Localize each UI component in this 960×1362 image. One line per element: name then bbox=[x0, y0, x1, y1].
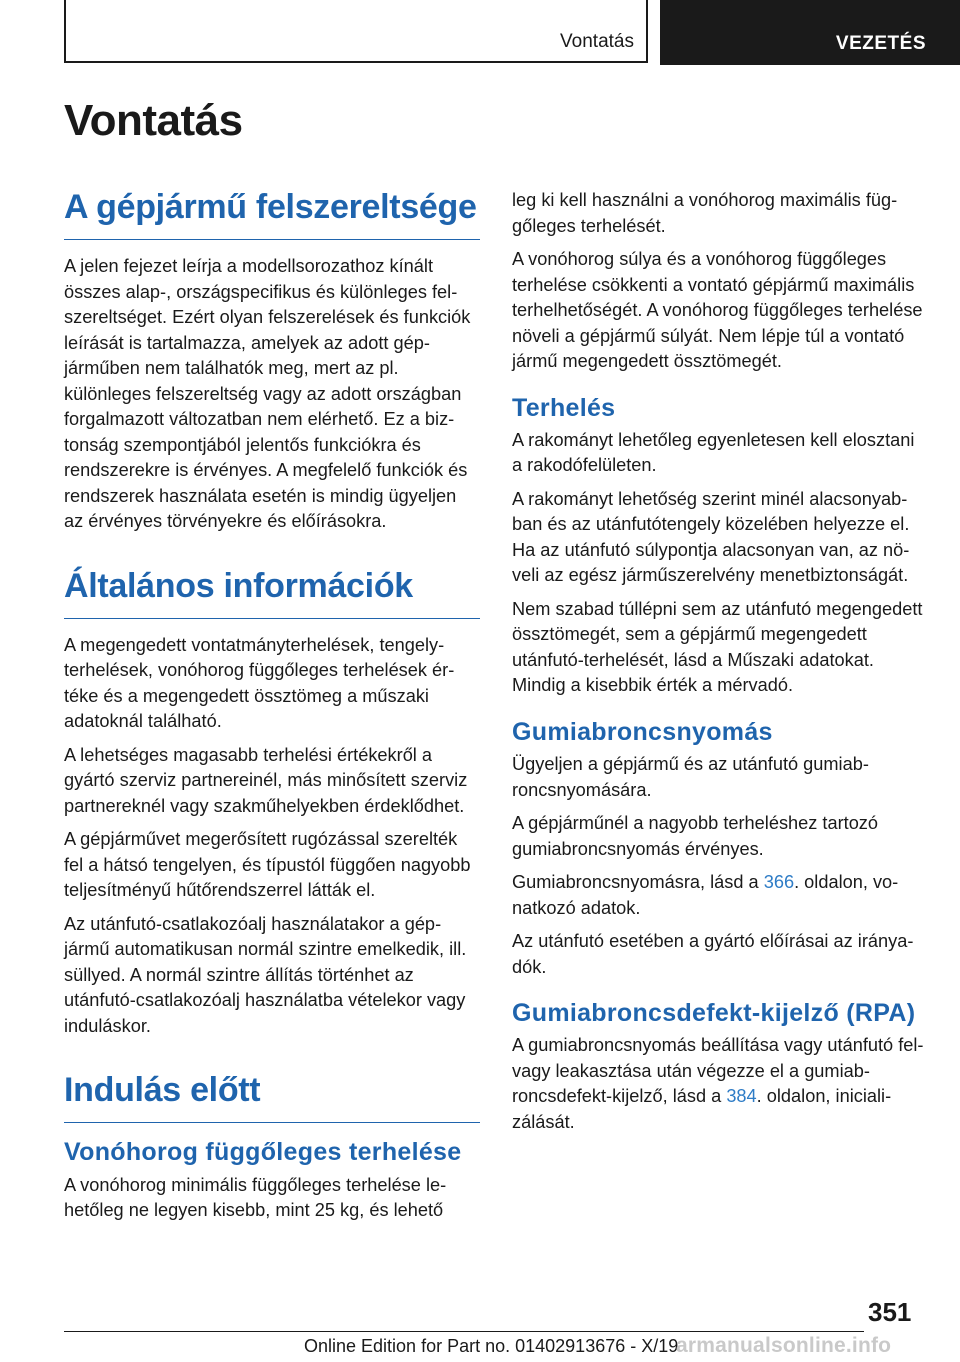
paragraph-with-link bbox=[512, 870, 928, 921]
right-column bbox=[512, 188, 928, 1143]
paragraph: A lehetséges magasabb terhelési értékekről a gyártó szerviz partnereinél, más minősített szerviz partnereknél vagy szakműhelyekben érdeklődhet. bbox=[64, 744, 468, 816]
text: Gumiabroncsnyomásra, lásd a bbox=[512, 872, 764, 892]
text: A gumiabroncsnyomás beállítása vagy utánfutó fel- vagy leakasztása után végezze el a gumiabroncsdefekt-kijelző, lásd a bbox=[512, 1035, 924, 1107]
header-title: Vontatás bbox=[560, 31, 634, 52]
paragraph: A jelen fejezet leírja a modellsorozathoz kínált összes alap-, országspecifikus és különleges felszereltséget. Ezért olyan felszerelések és funkciók leírását is tartalmazza, amelyek az adott gépjárműben nem találhatók meg, mert az pl. különleges felszereltség vagy az adott országban forgalmazott változatban nem elérhető. Ez a biztonság szempontjából jelentős funkciókra és rendszerekre is érvényes. A megfelelő funkciók és rendszerek használata esetén is mindig ügyeljen az érvényes törvényekre és előírásokra. bbox=[64, 256, 471, 532]
paragraph: leg ki kell használni a vonóhorog maximális függőleges terhelését. bbox=[512, 190, 898, 236]
subheading-rpa: Gumiabroncsdefekt-kijelző (RPA) bbox=[512, 999, 916, 1027]
header-section-label: VEZETÉS bbox=[835, 33, 926, 54]
paragraph-with-link bbox=[512, 1033, 928, 1135]
header-section-tab bbox=[660, 0, 960, 65]
paragraph: A gépjárművet megerősített rugózással szerelték fel a hátsó tengelyen, és típustól függően nagyobb teljesítményű hűtőrendszerrel látták el. bbox=[64, 829, 471, 901]
section-heading-before-departure: Indulás előtt bbox=[64, 1071, 480, 1123]
text: . oldalon, vonatkozó adatok. bbox=[512, 872, 899, 918]
paragraph: Nem szabad túllépni sem az utánfutó megengedett össztömegét, sem a gépjármű megengedett utánfutó-terhelését, lásd a Műszaki adatokat. Mindig a kisebbik érték a mérvadó. bbox=[512, 598, 923, 696]
header-title-box bbox=[64, 0, 648, 63]
section-heading-general-info: Általános információk bbox=[64, 567, 480, 619]
page-link-384[interactable]: 384 bbox=[726, 1086, 757, 1107]
paragraph: A rakományt lehetőleg egyenletesen kell elosztani a rakodófelületen. bbox=[512, 429, 915, 476]
subheading-tire-pressure: Gumiabroncsnyomás bbox=[512, 717, 773, 746]
footer-edition-text: Online Edition for Part no. 01402913676 - X/19 bbox=[304, 1336, 679, 1356]
watermark: armanualsonline.info bbox=[676, 1334, 892, 1357]
paragraph: A megengedett vontatmányterhelések, tengelyterhelések, vonóhorog függőleges terhelések értéke és a megengedett össztömeg a műszaki adatoknál található. bbox=[64, 634, 455, 732]
paragraph: A vonóhorog súlya és a vonóhorog függőleges terhelése csökkenti a vontató gépjármű maximális terhelhetőségét. A vonóhorog függőleges terhelése növeli a gépjármű súlyát. Nem lépje túl a vontató jármű megengedett össztömegét. bbox=[512, 249, 923, 371]
paragraph: A vonóhorog minimális függőleges terhelése lehetőleg ne legyen kisebb, mint 25 kg, és lehető bbox=[64, 1174, 447, 1221]
section-heading-equipment: A gépjármű felszereltsége bbox=[64, 188, 480, 240]
text: . oldalon, inicializálását. bbox=[512, 1086, 892, 1132]
paragraph: A gépjárműnél a nagyobb terheléshez tartozó gumiabroncsnyomás érvényes. bbox=[512, 813, 879, 859]
paragraph: A rakományt lehetőség szerint minél alacsonyabban és az utánfutótengely közelében helyezze el. Ha az utánfutó súlypontja alacsonyan van, az növeli az egész járműszerelvény menetbiztonságát. bbox=[512, 488, 910, 586]
paragraph: Ügyeljen a gépjármű és az utánfutó gumiabroncsnyomására. bbox=[512, 754, 869, 800]
subheading-tongue-load: Vonóhorog függőleges terhelése bbox=[64, 1138, 462, 1167]
page-number: 351 bbox=[868, 1297, 912, 1327]
paragraph: Az utánfutó esetében a gyártó előírásai az irányadók. bbox=[512, 931, 914, 977]
footer-divider bbox=[64, 1331, 864, 1332]
left-column bbox=[64, 188, 480, 1232]
page-link-366[interactable]: 366 bbox=[763, 872, 795, 892]
paragraph: Az utánfutó-csatlakozóalj használatakor a gépjármű automatikusan normál szintre emelkedik, ill. süllyed. A normál szintre állítás történhet az utánfutó-csatlakozóalj használatba vételekor vagy induláskor. bbox=[64, 913, 467, 1036]
page-title: Vontatás bbox=[64, 96, 243, 145]
subheading-load: Terhelés bbox=[512, 393, 616, 422]
